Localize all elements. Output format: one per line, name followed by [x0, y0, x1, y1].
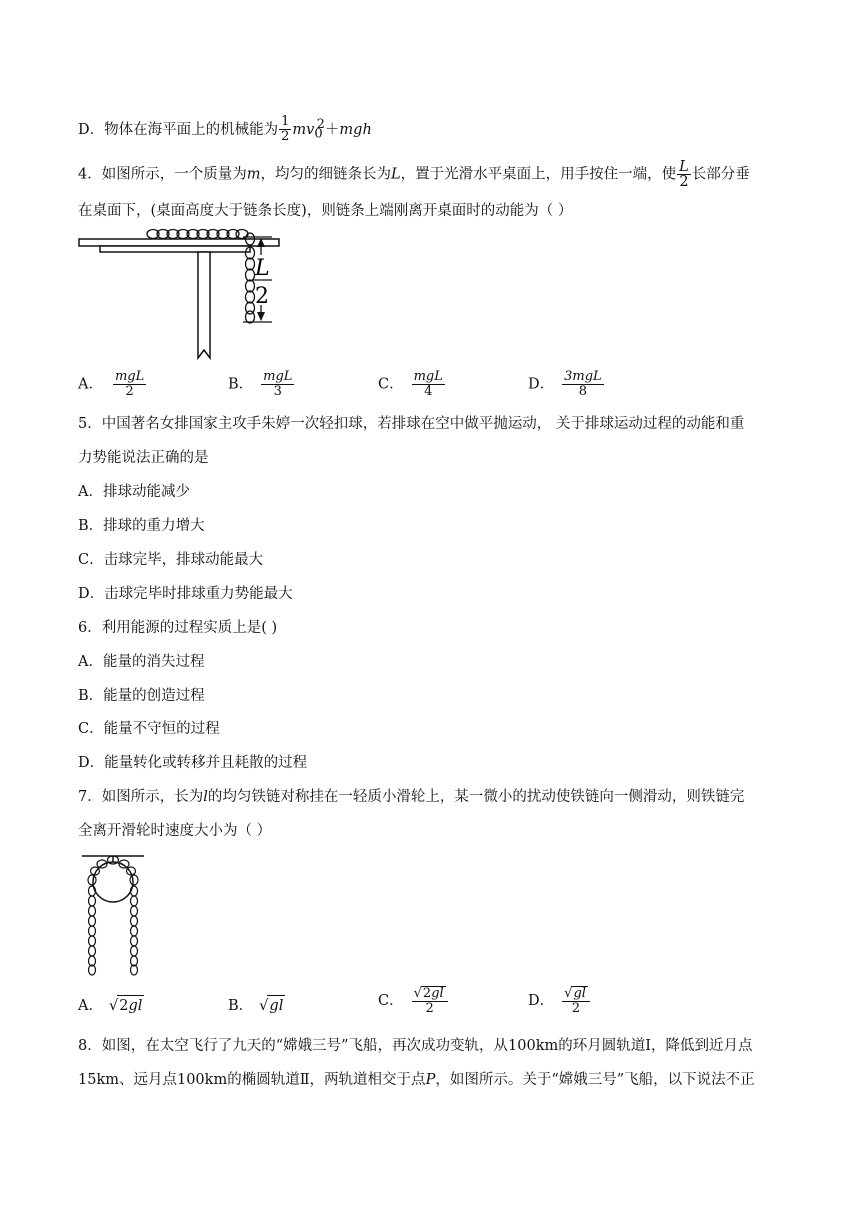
q4-chain-figure: [78, 225, 283, 363]
q6-option-c: C．能量不守恒的过程: [78, 721, 220, 737]
q8-stem-line2: 15km、远月点100km的椭圆轨道Ⅱ，两轨道相交于点P，如图所示。关于“嫦娥三号”飞船，以下说法不正: [78, 1072, 755, 1088]
q5-option-d: D．击球完毕时排球重力势能最大: [78, 586, 293, 602]
q6-stem: 6．利用能源的过程实质上是( ): [78, 620, 278, 636]
q4-option-c: C． $\frac{\text{mgL}}{4}$: [378, 369, 443, 399]
q5-option-c: C．击球完毕，排球动能最大: [78, 552, 264, 568]
q3-option-d: D．物体在海平面上的机械能为 $\frac{1}{2}$ $mv_0^2+mgh$: [78, 114, 372, 145]
q3-option-d-fraction: $\frac{1}{2}$: [281, 114, 290, 145]
q7-option-b: B． √gl: [228, 995, 285, 1016]
q6-option-a: A．能量的消失过程: [78, 654, 205, 670]
q4-option-a: A． $\frac{\text{mgL}}{2}$: [78, 369, 145, 399]
q7-option-c: C． $\frac{√2gl}{2}$: [378, 986, 449, 1016]
q4-option-d: D． $\frac{\text{3mgL}}{8}$: [528, 369, 602, 399]
q4-stem-line2: 在桌面下，(桌面高度大于链条长度)，则链条上端刚离开桌面时的动能为（ ）: [78, 203, 573, 219]
q5-stem-line1: 5．中国著名女排国家主攻手朱婷一次轻扣球，若排球在空中做平抛运动， 关于排球运动过程的动能和重: [78, 416, 745, 432]
q7-stem-line1: 7．如图所示，长为l的均匀铁链对称挂在一轻质小滑轮上，某一微小的扰动使铁链向一侧滑动，则铁链完: [78, 789, 745, 805]
q4-fraction: $\frac{L}{2}$: [679, 159, 689, 190]
q5-option-b: B．排球的重力增大: [78, 518, 205, 534]
q4-option-b: B． $\frac{\text{mgL}}{3}$: [228, 369, 293, 399]
q5-stem-line2: 力势能说法正确的是: [78, 450, 209, 466]
q6-option-d: D．能量转化或转移并且耗散的过程: [78, 755, 308, 771]
q7-stem-line2: 全离开滑轮时速度大小为（ ）: [78, 823, 272, 839]
q6-option-b: B．能量的创造过程: [78, 688, 205, 704]
q4-fig-label-num: L: [255, 256, 270, 281]
q5-option-a: A．排球动能减少: [78, 484, 190, 500]
q7-option-a: A． √2gl: [78, 995, 144, 1016]
q4-fig-label-den: 2: [255, 284, 269, 309]
q7-pulley-figure: [78, 850, 148, 978]
q7-option-d: D． $\frac{√gl}{2}$: [528, 986, 591, 1016]
q4-stem-line1: 4．如图所示，一个质量为m，均匀的细链条长为L，置于光滑水平桌面上，用手按住一端，使 $\frac{L}{2}$ 长部分垂: [78, 159, 750, 190]
q8-stem-line1: 8．如图，在太空飞行了九天的“嫦娥三号”飞船，再次成功变轨，从100km的环月圆轨道Ⅰ，降低到近月点: [78, 1038, 753, 1054]
